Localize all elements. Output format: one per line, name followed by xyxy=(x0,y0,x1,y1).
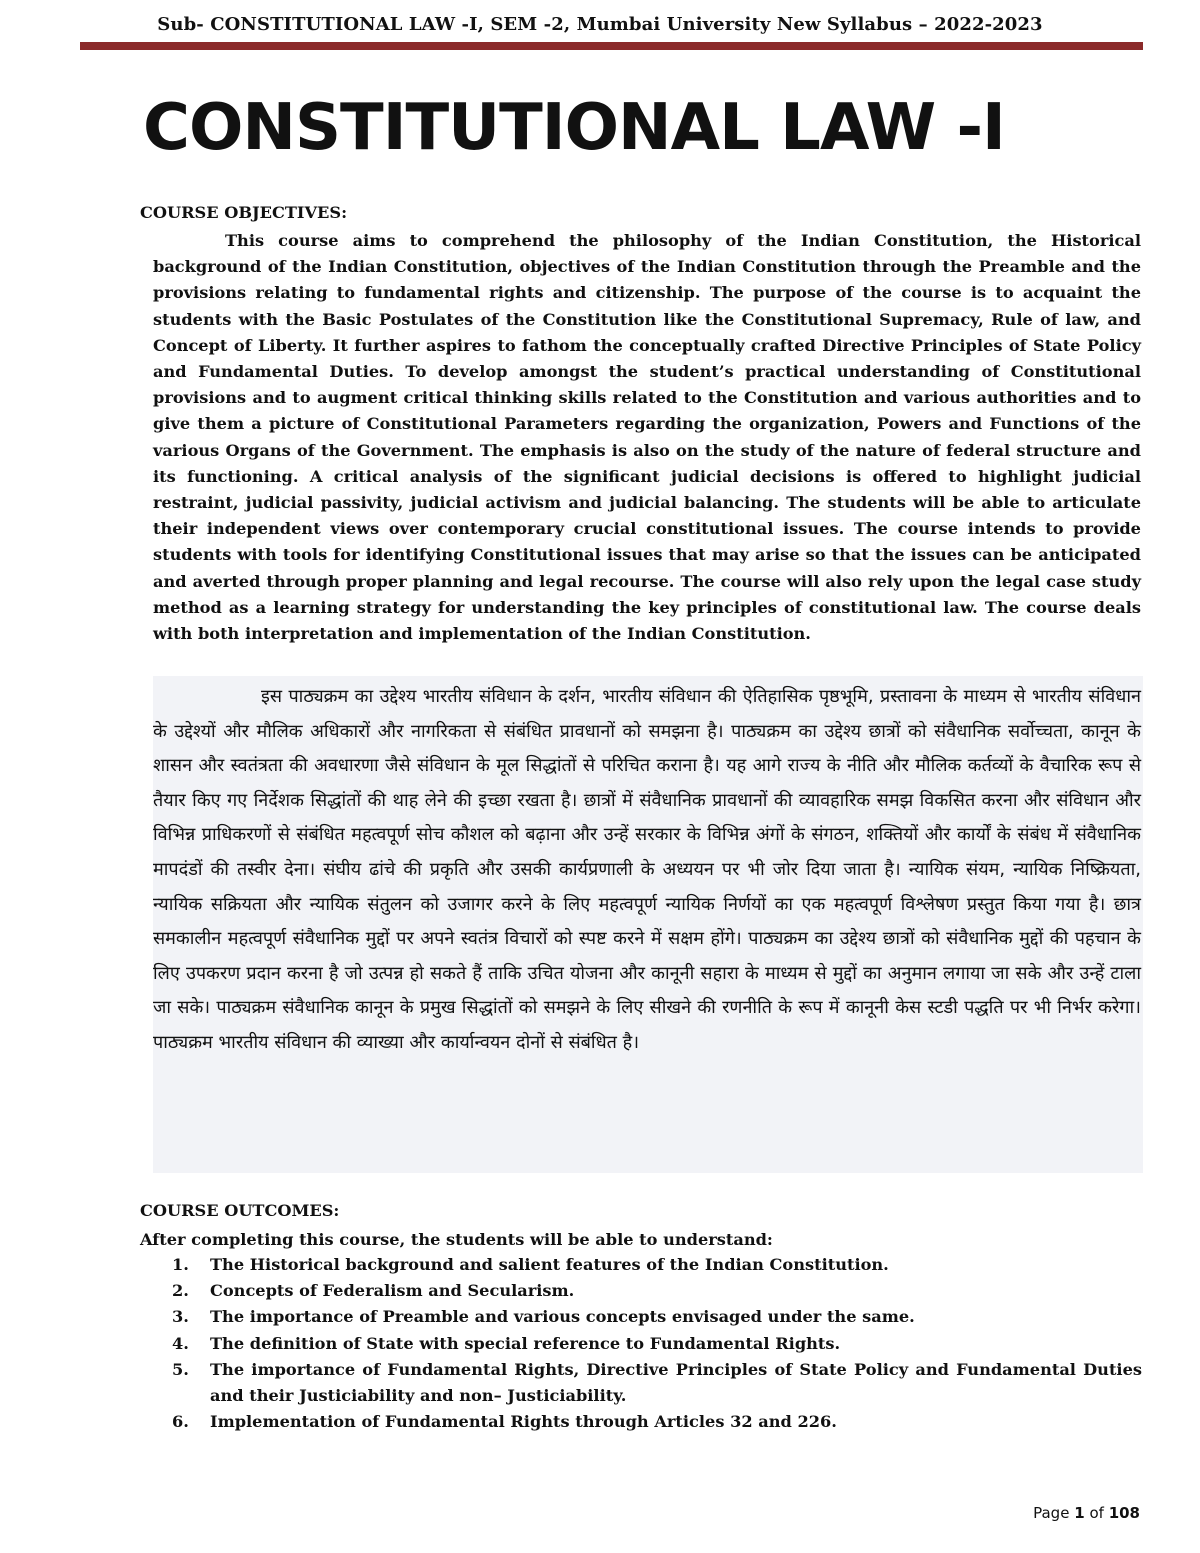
outcome-number: 6. xyxy=(172,1412,189,1432)
page-label: Page xyxy=(1033,1504,1070,1522)
outcome-text: The importance of Preamble and various concepts envisaged under the same. xyxy=(210,1307,915,1327)
outcome-text: The importance of Fundamental Rights, Directive Principles of State Policy and Fundamental Duties and their Justiciability and non– Justiciability. xyxy=(210,1359,1142,1406)
course-objectives-heading: COURSE OBJECTIVES: xyxy=(140,203,348,222)
outcome-item xyxy=(172,1331,1142,1357)
outcome-number: 3. xyxy=(172,1307,189,1327)
outcome-number: 1. xyxy=(172,1255,189,1274)
course-outcomes-list xyxy=(172,1252,1142,1435)
outcome-text: Implementation of Fundamental Rights through Articles 32 and 226. xyxy=(210,1412,837,1432)
course-outcomes-heading: COURSE OUTCOMES: xyxy=(140,1201,340,1220)
outcome-item xyxy=(172,1278,1142,1304)
outcome-text: The definition of State with special reference to Fundamental Rights. xyxy=(210,1333,841,1353)
page-of-label: of xyxy=(1089,1504,1104,1522)
page-number-footer xyxy=(1033,1504,1140,1522)
document-title: CONSTITUTIONAL LAW -I xyxy=(143,91,1005,165)
current-page-number: 1 xyxy=(1074,1504,1085,1522)
course-objectives-english-paragraph: This course aims to comprehend the philosophy of the Indian Constitution, the Historical background of the Indian Constitution, objectives of the Indian Constitution through the Preamble and the provisions relating to fundamental rights and citizenship. The purpose of the course is to acquaint the students with the Basic Postulates of the Constitution like the Constitutional Supremacy, Rule of law, and Concept of Liberty. It further aspires to fathom the conceptually crafted Directive Principles of State Policy and Fundamental Duties. To develop amongst the student’s practical understanding of Constitutional provisions and to augment critical thinking skills related to the Constitution and various authorities and to give them a picture of Constitutional Parameters regarding the organization, Powers and Functions of the various Organs of the Government. The emphasis is also on the study of the nature of federal structure and its functioning. A critical analysis of the significant judicial decisions is offered to highlight judicial restraint, judicial passivity, judicial activism and judicial balancing. The students will be able to articulate their independent views over contemporary crucial constitutional issues. The course intends to provide students with tools for identifying Constitutional issues that may arise so that the issues can be anticipated and averted through proper planning and legal recourse. The course will also rely upon the legal case study method as a learning strategy for understanding the key principles of constitutional law. The course deals with both interpretation and implementation of the Indian Constitution. xyxy=(153,231,1141,644)
outcome-item xyxy=(172,1357,1142,1409)
outcome-item xyxy=(172,1252,1142,1278)
running-header: Sub- CONSTITUTIONAL LAW -I, SEM -2, Mumbai University New Syllabus – 2022-2023 xyxy=(157,14,1043,35)
outcome-text: The Historical background and salient features of the Indian Constitution. xyxy=(210,1255,889,1274)
outcome-text: Concepts of Federalism and Secularism. xyxy=(210,1281,575,1301)
outcome-number: 5. xyxy=(172,1359,189,1379)
outcome-item xyxy=(172,1409,1142,1435)
outcome-item xyxy=(172,1304,1142,1330)
course-outcomes-intro: After completing this course, the students will be able to understand: xyxy=(140,1230,773,1249)
course-objectives-hindi-paragraph: इस पाठ्यक्रम का उद्देश्य भारतीय संविधान के दर्शन, भारतीय संविधान की ऐतिहासिक पृष्ठभूमि, प्रस्तावना के माध्यम से भारतीय संविधान के उद्देश्यों और मौलिक अधिकारों और नागरिकता से संबंधित प्रावधानों को समझना है। पाठ्यक्रम का उद्देश्य छात्रों को संवैधानिक सर्वोच्चता, कानून के शासन और स्वतंत्रता की अवधारणा जैसे संविधान के मूल सिद्धांतों से परिचित कराना है। यह आगे राज्य के नीति और मौलिक कर्तव्यों के वैचारिक रूप से तैयार किए गए निर्देशक सिद्धांतों की थाह लेने की इच्छा रखता है। छात्रों में संवैधानिक प्रावधानों की व्यावहारिक समझ विकसित करना और संविधान और विभिन्न प्राधिकरणों से संबंधित महत्वपूर्ण सोच कौशल को बढ़ाना और उन्हें सरकार के विभिन्न अंगों के संगठन, शक्तियों और कार्यों के संबंध में संवैधानिक मापदंडों की तस्वीर देना। संघीय ढांचे की प्रकृति और उसकी कार्यप्रणाली के अध्ययन पर भी जोर दिया जाता है। न्यायिक संयम, न्यायिक निष्क्रियता, न्यायिक सक्रियता और न्यायिक संतुलन को उजागर करने के लिए महत्वपूर्ण न्यायिक निर्णयों का एक महत्वपूर्ण विश्लेषण प्रस्तुत किया गया है। छात्र समकालीन महत्वपूर्ण संवैधानिक मुद्दों पर अपने स्वतंत्र विचारों को स्पष्ट करने में सक्षम होंगे। पाठ्यक्रम का उद्देश्य छात्रों को संवैधानिक मुद्दों की पहचान के लिए उपकरण प्रदान करना है जो उत्पन्न हो सकते हैं ताकि उचित योजना और कानूनी सहारा के माध्यम से मुद्दों का अनुमान लगाया जा सके और उन्हें टाला जा सके। पाठ्यक्रम संवैधानिक कानून के प्रमुख सिद्धांतों को समझने के लिए सीखने की रणनीति के रूप में कानूनी केस स्टडी पद्धति पर भी निर्भर करेगा। पाठ्यक्रम भारतीय संविधान की व्याख्या और कार्यान्वयन दोनों से संबंधित है। xyxy=(153,686,1141,1053)
outcome-number: 4. xyxy=(172,1333,189,1353)
course-objectives-hindi-block xyxy=(153,676,1143,1173)
total-page-count: 108 xyxy=(1108,1504,1140,1522)
header-rule xyxy=(80,42,1143,50)
outcome-number: 2. xyxy=(172,1281,189,1301)
